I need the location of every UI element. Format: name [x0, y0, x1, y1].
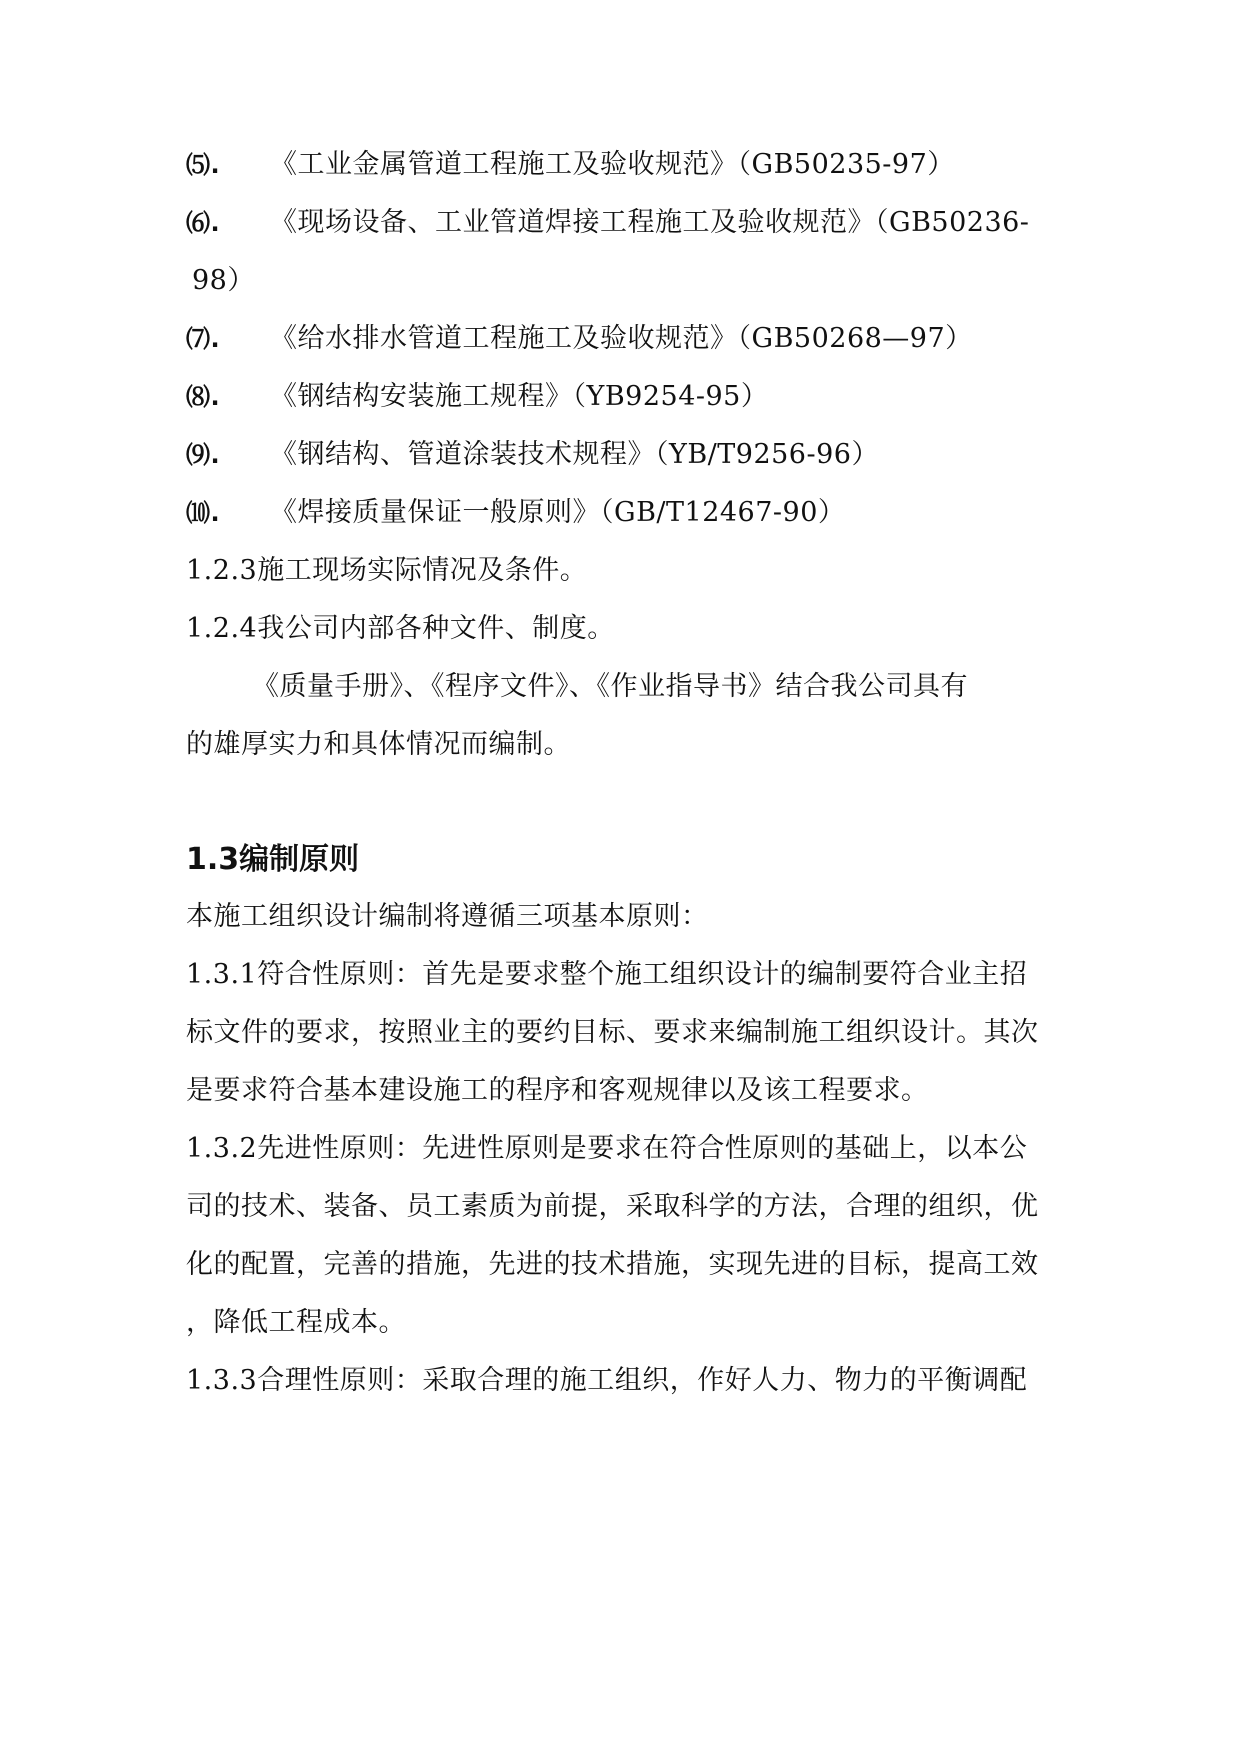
reference-number: ⑻. [186, 383, 221, 411]
reference-number: ⑹. [186, 209, 221, 237]
principle-1-3-1-line: 标文件的要求，按照业主的要约目标、要求来编制施工组织设计。其次 [186, 1017, 1039, 1048]
reference-number: ⑽. [186, 499, 221, 527]
reference-item [186, 322, 973, 356]
reference-title: 《工业金属管道工程施工及验收规范》（GB50235-97） [270, 149, 955, 180]
principle-1-3-2-line: 1.3.2先进性原则：先进性原则是要求在符合性原则的基础上，以本公 [186, 1133, 1028, 1164]
basis-item-1-2-3: 1.2.3施工现场实际情况及条件。 [186, 555, 588, 586]
basis-item-1-2-4: 1.2.4我公司内部各种文件、制度。 [186, 613, 615, 644]
reference-title: 《焊接质量保证一般原则》（GB/T12467-90） [270, 497, 846, 528]
section-intro: 本施工组织设计编制将遵循三项基本原则： [186, 901, 709, 932]
reference-number: ⑸. [186, 151, 221, 179]
reference-title: 《钢结构、管道涂装技术规程》（YB/T9256-96） [270, 439, 879, 470]
reference-item [186, 206, 1029, 240]
reference-title: 《现场设备、工业管道焊接工程施工及验收规范》（GB50236- [270, 207, 1030, 238]
paragraph-line: 《质量手册》、《程序文件》、《作业指导书》结合我公司具有 [252, 671, 968, 702]
reference-number: ⑺. [186, 325, 221, 353]
principle-1-3-2-line: 化的配置，完善的措施，先进的技术措施，实现先进的目标，提高工效 [186, 1249, 1039, 1280]
principle-1-3-3-line: 1.3.3合理性原则：采取合理的施工组织，作好人力、物力的平衡调配 [186, 1365, 1028, 1396]
reference-continuation: 98） [192, 265, 255, 296]
principle-1-3-1-line: 1.3.1符合性原则：首先是要求整个施工组织设计的编制要符合业主招 [186, 959, 1028, 990]
reference-item [186, 496, 845, 530]
principle-1-3-1-line: 是要求符合基本建设施工的程序和客观规律以及该工程要求。 [186, 1075, 929, 1106]
reference-number: ⑼. [186, 441, 221, 469]
reference-item [186, 380, 768, 414]
reference-title: 《钢结构安装施工规程》（YB9254-95） [270, 381, 769, 412]
reference-title: 《给水排水管道工程施工及验收规范》（GB50268—97） [270, 323, 973, 354]
paragraph-line: 的雄厚实力和具体情况而编制。 [186, 729, 571, 760]
reference-item [186, 148, 955, 182]
principle-1-3-2-line: 司的技术、装备、员工素质为前提，采取科学的方法，合理的组织，优 [186, 1191, 1039, 1222]
section-heading: 1.3编制原则 [186, 842, 360, 877]
principle-1-3-2-line: ，降低工程成本。 [186, 1307, 406, 1338]
reference-item [186, 438, 879, 472]
